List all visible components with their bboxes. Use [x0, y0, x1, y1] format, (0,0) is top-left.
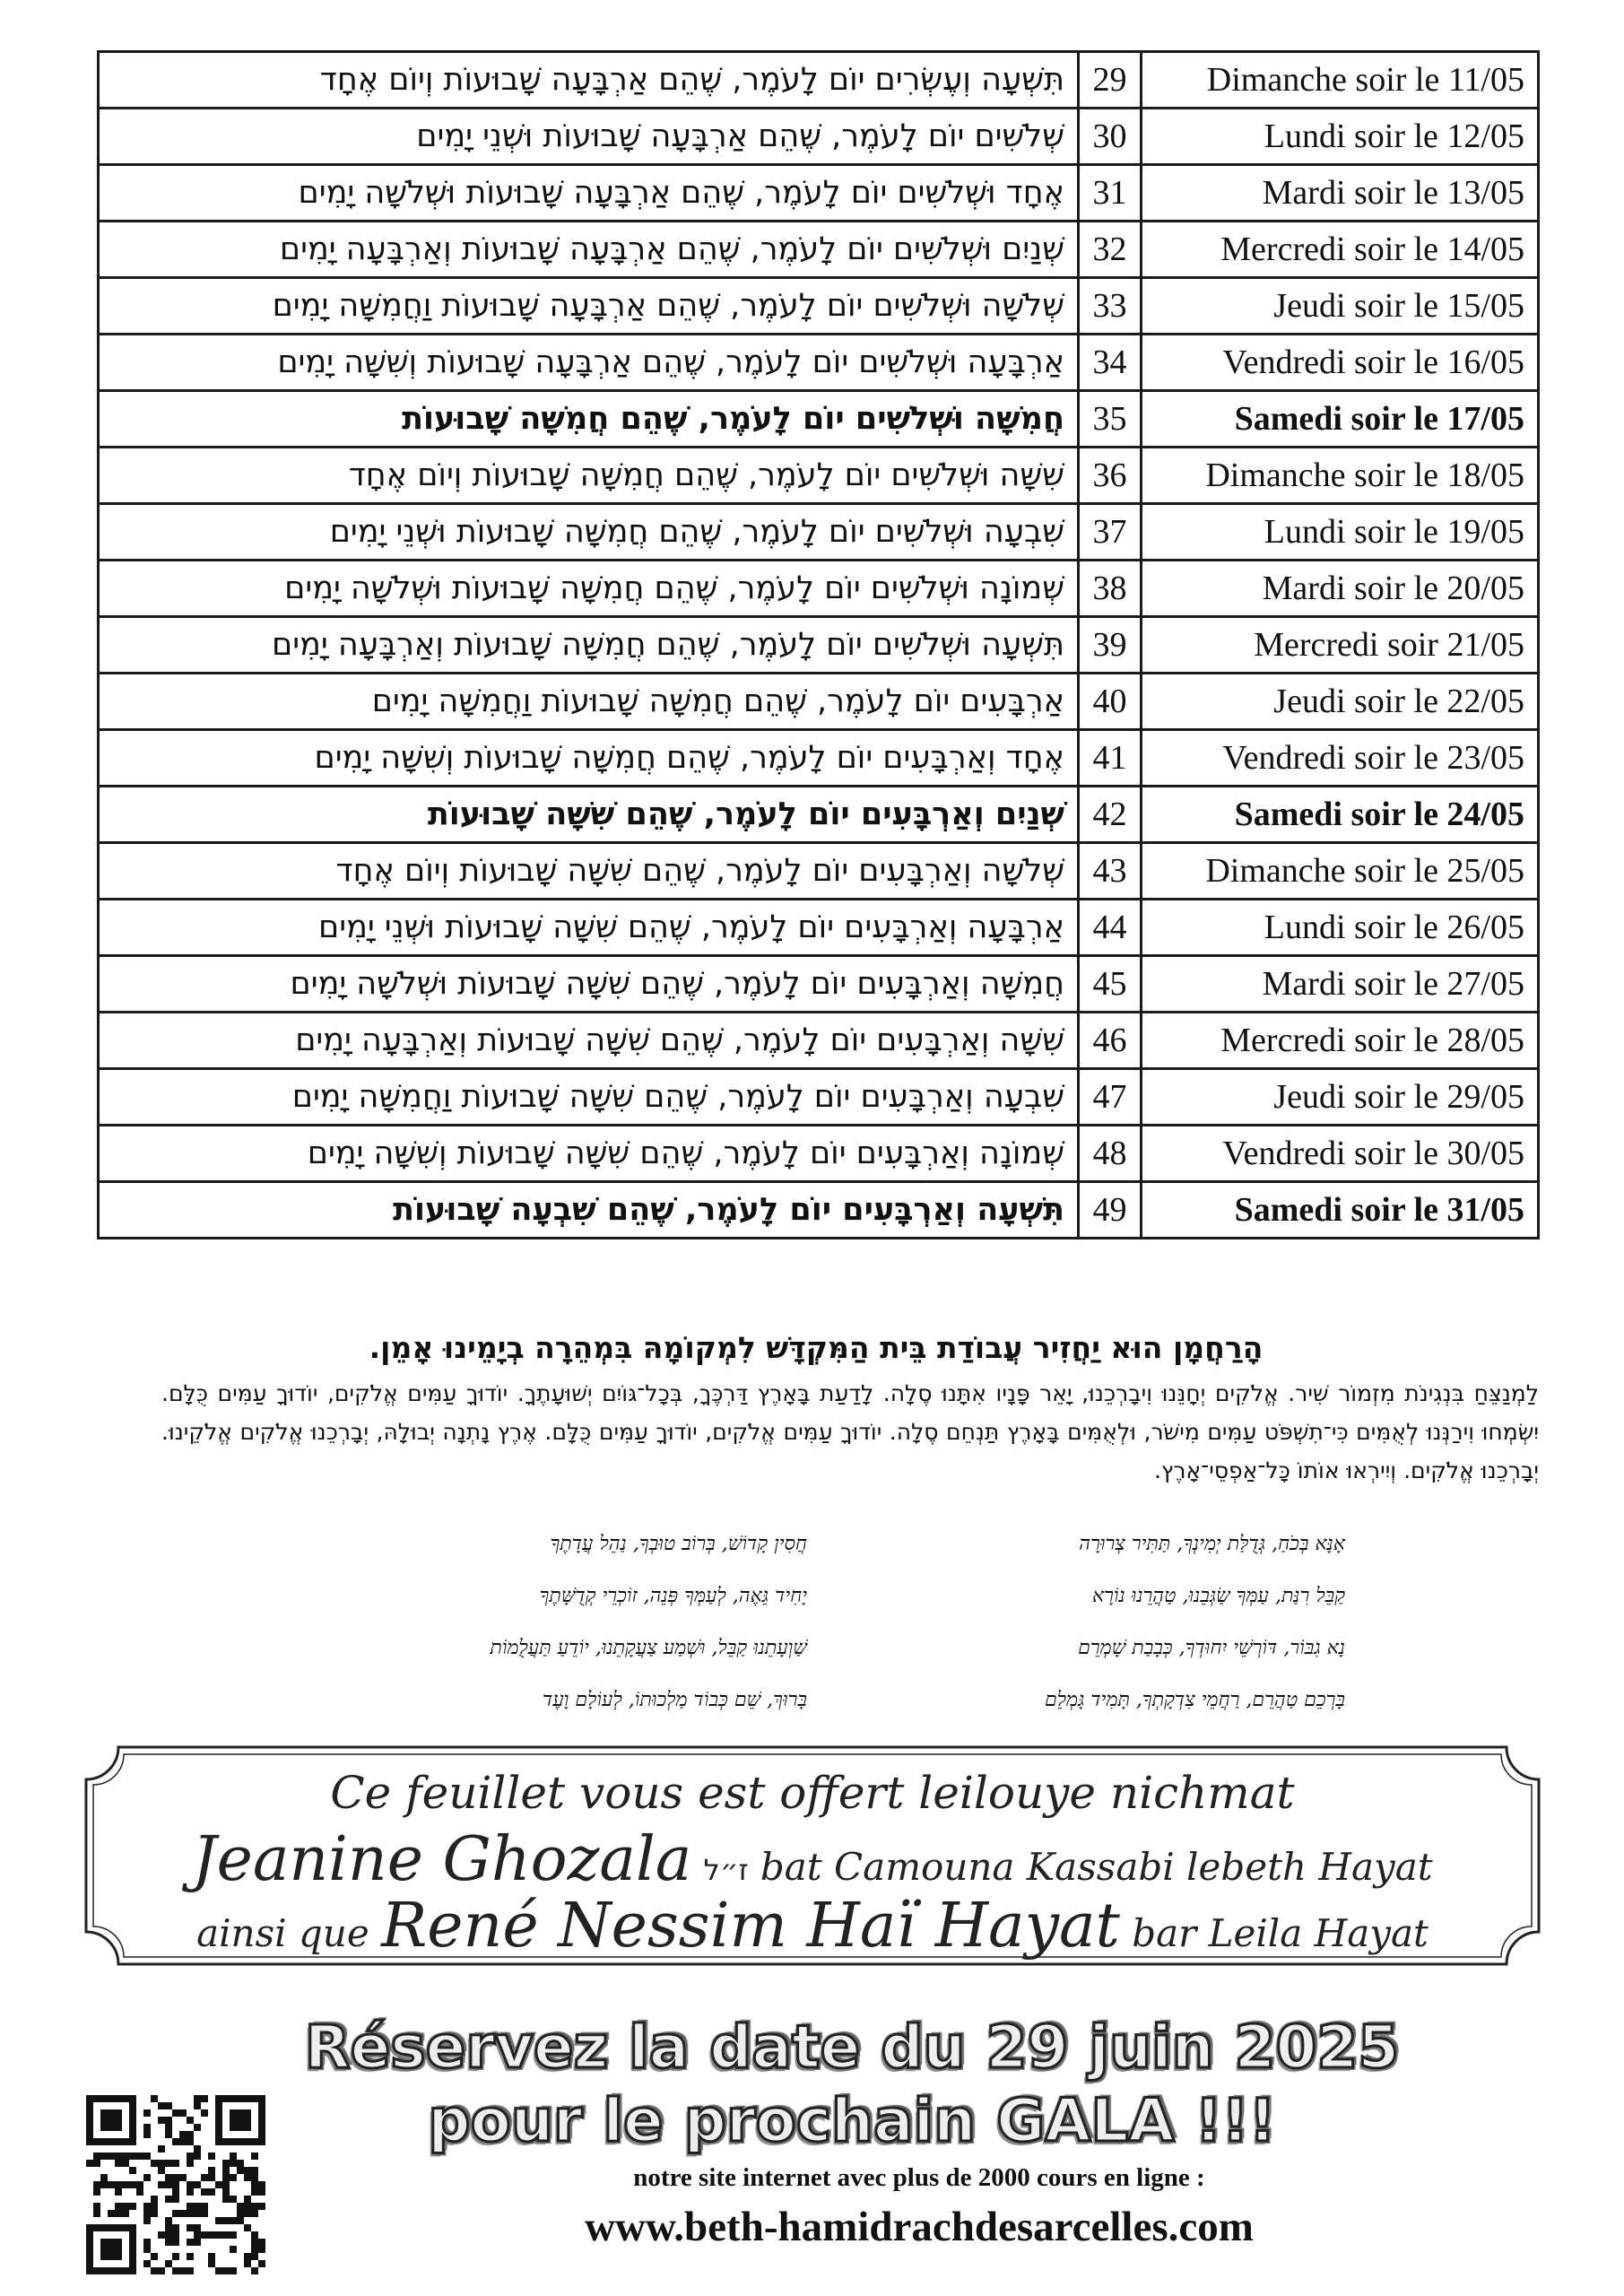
omer-hebrew-count: שִׁבְעָה וּשְׁלֹשִׁים יוֹם לָעֹמֶר, שֶׁהֵם חֲמִשָּׁה שָׁבוּעוֹת וּשְׁנֵי יָמִים — [99, 504, 1079, 561]
omer-date: Jeudi soir le 15/05 — [1142, 278, 1539, 335]
anna-line-right: קַבֵּל רִנַּת, עַמְּךָ שַׂגְּבֵנוּ, טַהֲרֵנוּ נוֹרָא — [1091, 1585, 1345, 1607]
omer-row — [99, 504, 1539, 561]
omer-date: Mercredi soir le 28/05 — [1142, 1013, 1539, 1069]
omer-date: Dimanche soir le 11/05 — [1142, 52, 1539, 109]
omer-day-number: 32 — [1079, 222, 1142, 278]
anna-line-right: אָנָּא בְּכֹחַ, גְּדֻלַּת יְמִינְךָ, תַּתִּיר צְרוּרָה — [1079, 1533, 1345, 1555]
website-note: notre site internet avec plus de 2000 cours en ligne : — [633, 2163, 1205, 2192]
omer-day-number: 34 — [1079, 335, 1142, 391]
omer-hebrew-count: תִּשְׁעָה וּשְׁלֹשִׁים יוֹם לָעֹמֶר, שֶׁהֵם חֲמִשָּׁה שָׁבוּעוֹת וְאַרְבָּעָה יָמִים — [99, 617, 1079, 674]
omer-row — [99, 222, 1539, 278]
omer-date: Lundi soir le 26/05 — [1142, 900, 1539, 956]
omer-date: Mardi soir le 13/05 — [1142, 165, 1539, 222]
lineage-1: bat Camouna Kassabi lebeth Hayat — [760, 1845, 1433, 1889]
omer-day-number: 41 — [1079, 730, 1142, 787]
omer-hebrew-count: אַרְבָּעָה וְאַרְבָּעִים יוֹם לָעֹמֶר, שֶׁהֵם שִׁשָּׁה שָׁבוּעוֹת וּשְׁנֵי יָמִים — [99, 900, 1079, 956]
omer-row — [99, 787, 1539, 843]
website-url-link[interactable]: www.beth-hamidrachdesarcelles.com — [585, 2204, 1254, 2250]
dedication-line-2 — [83, 1824, 1542, 1895]
omer-date: Samedi soir le 24/05 — [1142, 787, 1539, 843]
omer-count-table — [97, 50, 1540, 1239]
omer-hebrew-count: שְׁמוֹנָה וּשְׁלֹשִׁים יוֹם לָעֹמֶר, שֶׁהֵם חֲמִשָּׁה שָׁבוּעוֹת וּשְׁלֹשָׁה יָמִים — [99, 561, 1079, 617]
omer-day-number: 48 — [1079, 1126, 1142, 1182]
omer-row — [99, 109, 1539, 165]
omer-day-number: 47 — [1079, 1069, 1142, 1126]
omer-hebrew-count: שִׁשָּׁה וְאַרְבָּעִים יוֹם לָעֹמֶר, שֶׁהֵם שִׁשָּׁה שָׁבוּעוֹת וְאַרְבָּעָה יָמִים — [99, 1013, 1079, 1069]
omer-day-number: 29 — [1079, 52, 1142, 109]
qr-code-icon[interactable] — [86, 2095, 265, 2274]
omer-date: Samedi soir le 31/05 — [1142, 1182, 1539, 1239]
omer-row — [99, 448, 1539, 504]
anna-line-left: חֲסִין קָדוֹשׁ, בְּרוֹב טוּבְךָ, נַהֵל עֲדָתֶךָ — [550, 1533, 807, 1555]
omer-row — [99, 278, 1539, 335]
omer-hebrew-count: שְׁמוֹנָה וְאַרְבָּעִים יוֹם לָעֹמֶר, שֶׁהֵם שִׁשָּׁה שָׁבוּעוֹת וְשִׁשָּׁה יָמִים — [99, 1126, 1079, 1182]
dedication-line-1: Ce feuillet vous est offert leilouye nichmat — [330, 1767, 1295, 1819]
omer-hebrew-count: שִׁבְעָה וְאַרְבָּעִים יוֹם לָעֹמֶר, שֶׁהֵם שִׁשָּׁה שָׁבוּעוֹת וַחֲמִשָּׁה יָמִים — [99, 1069, 1079, 1126]
omer-hebrew-count: אַרְבָּעִים יוֹם לָעֹמֶר, שֶׁהֵם חֲמִשָּׁה שָׁבוּעוֹת וַחֲמִשָּׁה יָמִים — [99, 674, 1079, 730]
omer-day-number: 36 — [1079, 448, 1142, 504]
omer-date: Vendredi soir le 30/05 — [1142, 1126, 1539, 1182]
omer-day-number: 42 — [1079, 787, 1142, 843]
omer-date: Mercredi soir 21/05 — [1142, 617, 1539, 674]
omer-day-number: 46 — [1079, 1013, 1142, 1069]
omer-day-number: 38 — [1079, 561, 1142, 617]
omer-row — [99, 900, 1539, 956]
omer-row — [99, 956, 1539, 1013]
omer-day-number: 35 — [1079, 391, 1142, 448]
omer-table-body — [99, 52, 1539, 1239]
omer-hebrew-count: שִׁשָּׁה וּשְׁלֹשִׁים יוֹם לָעֹמֶר, שֶׁהֵם חֲמִשָּׁה שָׁבוּעוֹת וְיוֹם אֶחָד — [99, 448, 1079, 504]
omer-hebrew-count: שְׁלֹשִׁים יוֹם לָעֹמֶר, שֶׁהֵם אַרְבָּעָה שָׁבוּעוֹת וּשְׁנֵי יָמִים — [99, 109, 1079, 165]
anna-line-right: נָא גִבּוֹר, דּוֹרְשֵׁי יִחוּדְךָ, כְּבָבַת שָׁמְרֵם — [1078, 1637, 1345, 1659]
omer-date: Lundi soir le 19/05 — [1142, 504, 1539, 561]
omer-day-number: 43 — [1079, 843, 1142, 900]
omer-hebrew-count: אַרְבָּעָה וּשְׁלֹשִׁים יוֹם לָעֹמֶר, שֶׁהֵם אַרְבָּעָה שָׁבוּעוֹת וְשִׁשָּׁה יָמִים — [99, 335, 1079, 391]
omer-row — [99, 1069, 1539, 1126]
gala-headline-1: Réservez la date du 29 juin 2025 — [304, 2013, 1400, 2082]
anna-line-left: בָּרוּךְ, שֵׁם כְּבוֹד מַלְכוּתוֹ, לְעוֹלָם וָעֶד — [542, 1689, 807, 1711]
dedication-line-3 — [83, 1891, 1542, 1961]
omer-date: Dimanche soir le 18/05 — [1142, 448, 1539, 504]
omer-date: Mercredi soir le 14/05 — [1142, 222, 1539, 278]
omer-row — [99, 1126, 1539, 1182]
omer-day-number: 49 — [1079, 1182, 1142, 1239]
omer-day-number: 45 — [1079, 956, 1142, 1013]
lineage-2: bar Leila Hayat — [1132, 1911, 1429, 1955]
omer-row — [99, 617, 1539, 674]
omer-date: Lundi soir le 12/05 — [1142, 109, 1539, 165]
omer-row — [99, 391, 1539, 448]
omer-row — [99, 335, 1539, 391]
omer-row — [99, 561, 1539, 617]
omer-day-number: 33 — [1079, 278, 1142, 335]
omer-hebrew-count: אֶחָד וּשְׁלֹשִׁים יוֹם לָעֹמֶר, שֶׁהֵם אַרְבָּעָה שָׁבוּעוֹת וּשְׁלֹשָׁה יָמִים — [99, 165, 1079, 222]
omer-hebrew-count: חֲמִשָּׁה וּשְׁלֹשִׁים יוֹם לָעֹמֶר, שֶׁהֵם חֲמִשָּׁה שָׁבוּעוֹת — [99, 391, 1079, 448]
anna-bekoach-block — [323, 1532, 1345, 1713]
omer-row — [99, 52, 1539, 109]
omer-hebrew-count: שְׁנַיִם וְאַרְבָּעִים יוֹם לָעֹמֶר, שֶׁהֵם שִׁשָּׁה שָׁבוּעוֹת — [99, 787, 1079, 843]
omer-row — [99, 1182, 1539, 1239]
omer-row — [99, 730, 1539, 787]
omer-hebrew-count: תִּשְׁעָה וְאַרְבָּעִים יוֹם לָעֹמֶר, שֶׁהֵם שִׁבְעָה שָׁבוּעוֹת — [99, 1182, 1079, 1239]
omer-date: Samedi soir le 17/05 — [1142, 391, 1539, 448]
deceased-name-1: Jeanine Ghozala — [192, 1824, 692, 1895]
harachaman-prayer: הָרַחֲמָן הוּא יַחֲזִיר עֲבוֹדַת בֵּית הַמִּקְדָּשׁ לִמְקוֹמָהּ בִּמְהֵרָה בְיָמֵינוּ אָמֵן. — [369, 1330, 1264, 1365]
zl-abbreviation: ז״ל — [703, 1853, 749, 1887]
omer-hebrew-count: אֶחָד וְאַרְבָּעִים יוֹם לָעֹמֶר, שֶׁהֵם חֲמִשָּׁה שָׁבוּעוֹת וְשִׁשָּׁה יָמִים — [99, 730, 1079, 787]
omer-day-number: 39 — [1079, 617, 1142, 674]
omer-hebrew-count: תִּשְׁעָה וְעֶשְׂרִים יוֹם לָעֹמֶר, שֶׁהֵם אַרְבָּעָה שָׁבוּעוֹת וְיוֹם אֶחָד — [99, 52, 1079, 109]
ainsi-que: ainsi que — [196, 1911, 369, 1955]
psalm-67-text: לַמְנַצֵּחַ בִּנְגִינֹת מִזְמוֹר שִׁיר. אֱלֹקִים יְחָנֵּנוּ וִיבָרְכֵנוּ, יָאֵר פָּנָיו אִתָּנוּ סֶלָה. לָדַעַת בָּאָרֶץ דַּרְכֶּךָ, בְּכָל־גּוֹיִם יְשׁוּעָתֶךָ. יוֹדוּךָ עַמִּים אֱלֹקִים, יוֹדוּךָ עַמִּים כֻּלָּם. יִשְׂמְחוּ וִירַנְּנוּ לְאֻמִּים כִּי־תִשְׁפֹּט עַמִּים מִישֹׁר, וּלְאֻמִּים בָּאָרֶץ תַּנְחֵם סֶלָה. יוֹדוּךָ עַמִּים אֱלֹקִים, יוֹדוּךָ עַמִּים כֻּלָּם. אֶרֶץ נָתְנָה יְבוּלָהּ, יְבָרְכֵנוּ אֱלֹקִים אֱלֹקֵינוּ. יְבָרְכֵנוּ אֱלֹקִים. וְיִירְאוּ אוֹתוֹ כָּל־אַפְסֵי־אָרֶץ. — [161, 1380, 1539, 1483]
omer-date: Jeudi soir le 29/05 — [1142, 1069, 1539, 1126]
dedication-frame — [83, 1744, 1542, 1968]
anna-line-left: שַׁוְעָתֵנוּ קַבֵּל, וּשְׁמַע צַעֲקָתֵנוּ, יוֹדֵעַ תַּעֲלֻמוֹת — [490, 1637, 807, 1659]
gala-headline-2: pour le prochain GALA !!! — [428, 2086, 1276, 2155]
omer-date: Mardi soir le 27/05 — [1142, 956, 1539, 1013]
omer-date: Vendredi soir le 23/05 — [1142, 730, 1539, 787]
deceased-name-2: René Nessim Haï Hayat — [381, 1891, 1120, 1961]
omer-date: Mardi soir le 20/05 — [1142, 561, 1539, 617]
omer-date: Jeudi soir le 22/05 — [1142, 674, 1539, 730]
omer-day-number: 44 — [1079, 900, 1142, 956]
omer-hebrew-count: חֲמִשָּׁה וְאַרְבָּעִים יוֹם לָעֹמֶר, שֶׁהֵם שִׁשָּׁה שָׁבוּעוֹת וּשְׁלֹשָׁה יָמִים — [99, 956, 1079, 1013]
omer-hebrew-count: שְׁנַיִם וּשְׁלֹשִׁים יוֹם לָעֹמֶר, שֶׁהֵם אַרְבָּעָה שָׁבוּעוֹת וְאַרְבָּעָה יָמִים — [99, 222, 1079, 278]
anna-line-right: בָּרְכֵם טַהֲרֵם, רַחֲמֵי צִדְקָתְךָ, תָּמִיד גָּמְלֵם — [1045, 1689, 1345, 1711]
omer-day-number: 31 — [1079, 165, 1142, 222]
omer-hebrew-count: שְׁלֹשָׁה וּשְׁלֹשִׁים יוֹם לָעֹמֶר, שֶׁהֵם אַרְבָּעָה שָׁבוּעוֹת וַחֲמִשָּׁה יָמִים — [99, 278, 1079, 335]
omer-date: Dimanche soir le 25/05 — [1142, 843, 1539, 900]
omer-row — [99, 674, 1539, 730]
omer-day-number: 37 — [1079, 504, 1142, 561]
omer-hebrew-count: שְׁלֹשָׁה וְאַרְבָּעִים יוֹם לָעֹמֶר, שֶׁהֵם שִׁשָּׁה שָׁבוּעוֹת וְיוֹם אֶחָד — [99, 843, 1079, 900]
omer-day-number: 30 — [1079, 109, 1142, 165]
omer-row — [99, 165, 1539, 222]
anna-line-left: יָחִיד גֵּאֶה, לְעַמְּךָ פְּנֵה, זוֹכְרֵי קְדֻשָּׁתֶךָ — [539, 1585, 807, 1607]
omer-date: Vendredi soir le 16/05 — [1142, 335, 1539, 391]
omer-row — [99, 1013, 1539, 1069]
omer-row — [99, 843, 1539, 900]
omer-day-number: 40 — [1079, 674, 1142, 730]
